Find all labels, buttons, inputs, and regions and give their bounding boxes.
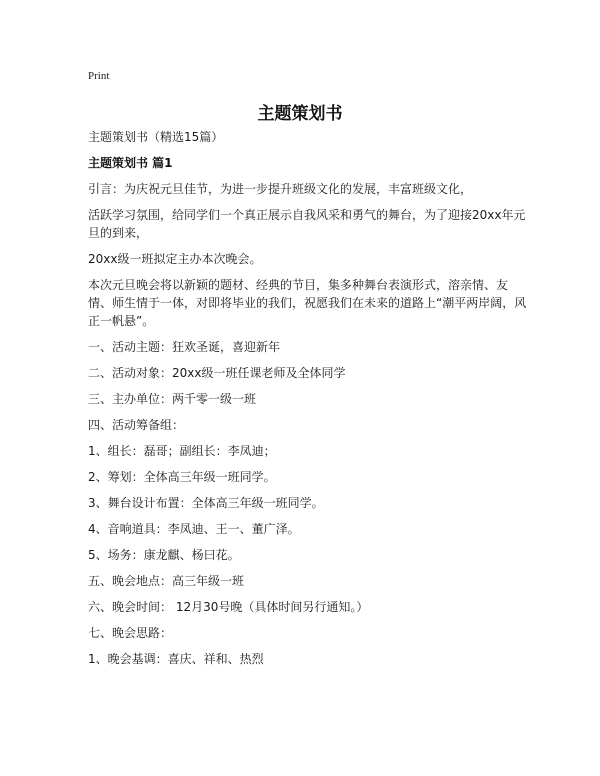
print-link[interactable]: Print [88, 70, 110, 82]
document-title: 主题策划书 [257, 104, 343, 124]
item-theme: 一、活动主题：狂欢圣诞，喜迎新年 [88, 340, 281, 354]
item-audience: 二、活动对象：20xx级一班任课老师及全体同学 [88, 366, 346, 380]
item-stage-design: 3、舞台设计布置：全体高三年级一班同学。 [88, 496, 324, 510]
item-host: 三、主办单位：两千零一级一班 [88, 392, 257, 406]
paragraph-organizer: 20xx级一班拟定主办本次晚会。 [88, 252, 262, 266]
item-ideas: 七、晚会思路： [88, 626, 173, 640]
paragraph-description: 本次元旦晚会将以新颖的题材、经典的节目，集多种舞台表演形式，溶亲情、友情、师生情于一体，对即将毕业的我们，祝愿我们在未来的道路上“潮平两岸阔，风正一帆悬”。 [88, 278, 527, 328]
item-leader: 1、组长：磊哥；副组长：李凤迪； [88, 444, 276, 458]
item-sound-props: 4、音响道具：李凤迪、王一、董广泽。 [88, 522, 300, 536]
section-heading: 主题策划书 篇1 [88, 156, 173, 170]
document-body [88, 128, 528, 676]
item-planning: 2、筹划：全体高三年级一班同学。 [88, 470, 276, 484]
item-time: 六、晚会时间： 12月30号晚（具体时间另行通知。） [88, 600, 369, 614]
paragraph-intro-cont: 活跃学习氛围，给同学们一个真正展示自我风采和勇气的舞台，为了迎接20xx年元旦的到来， [88, 208, 526, 240]
item-prep-group: 四、活动筹备组： [88, 418, 185, 432]
document-subtitle: 主题策划书（精选15篇） [88, 130, 224, 144]
item-tone: 1、晚会基调：喜庆、祥和、热烈 [88, 652, 264, 666]
item-location: 五、晚会地点：高三年级一班 [88, 574, 245, 588]
paragraph-intro: 引言：为庆祝元旦佳节，为进一步提升班级文化的发展，丰富班级文化， [88, 182, 473, 196]
item-venue-staff: 5、场务：康龙麒、杨曰花。 [88, 548, 240, 562]
